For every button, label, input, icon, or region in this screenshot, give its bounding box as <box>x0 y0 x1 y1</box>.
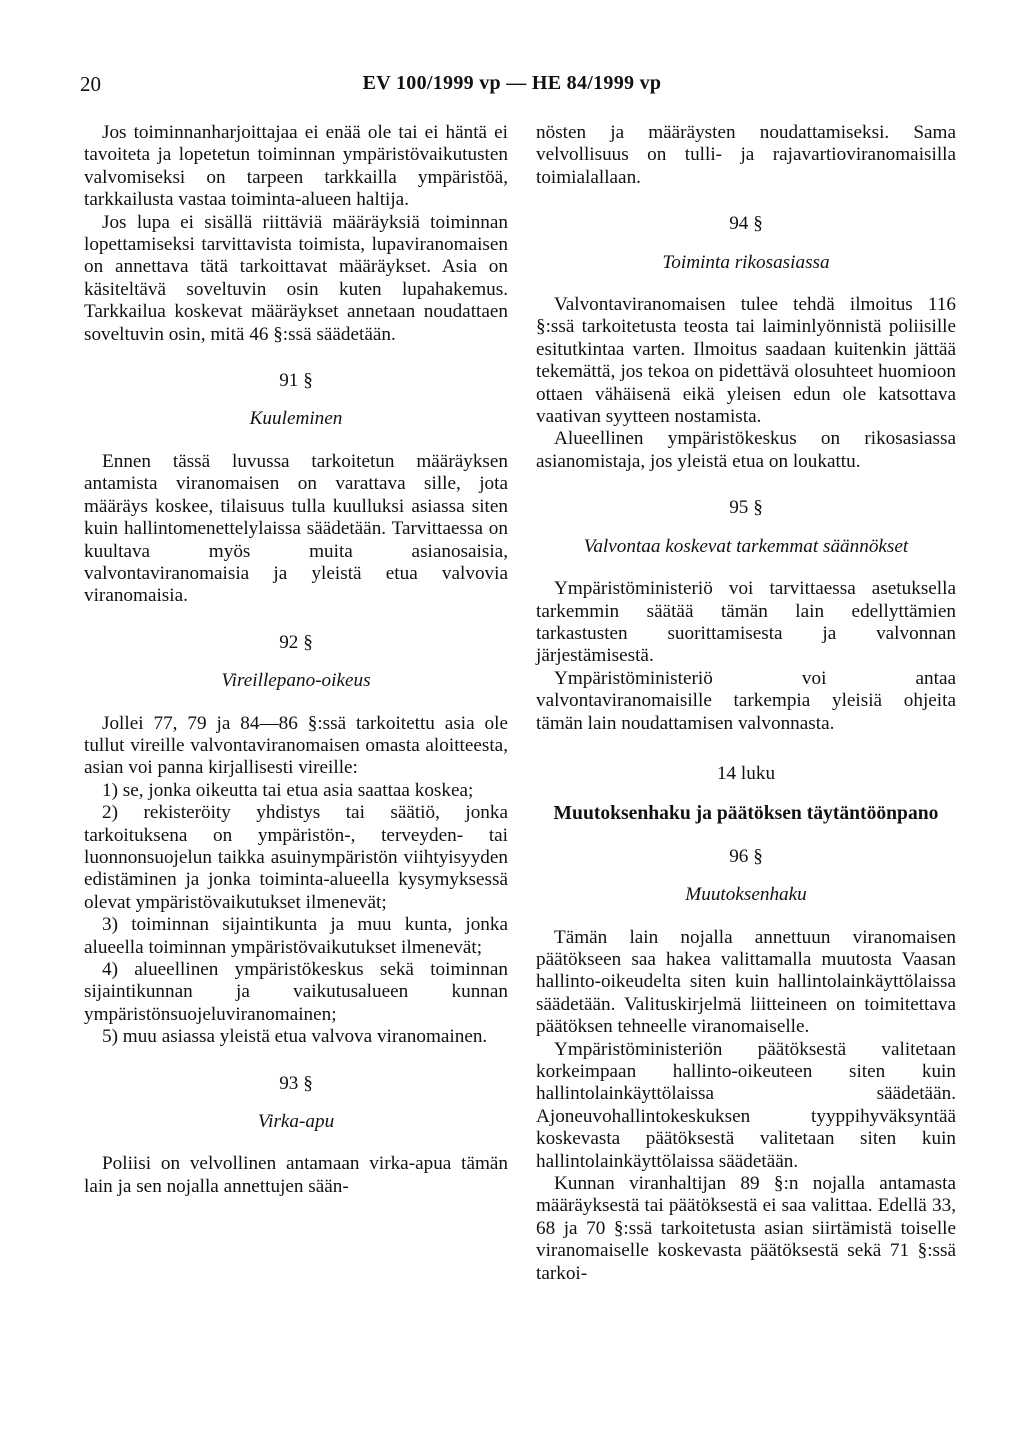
paragraph: Tämän lain nojalla annettuun viranomaisen päätökseen saa hakea valittamalla muutosta Vaasan hallinto-oikeudelta siten kuin hallintolainkäyttölaissa säädetään. Valituskirjelmä liitteineen on toimitettava päätöksen tehneelle viranomaiselle. <box>536 926 956 1038</box>
page-number: 20 <box>80 72 101 96</box>
chapter-title: Muutoksenhaku ja päätöksen täytäntöönpano <box>553 803 939 825</box>
paragraph: Kunnan viranhaltijan 89 §:n nojalla antamasta määräyksestä tai päätöksestä ei saa valittaa. Edellä 33, 68 ja 70 §:ssä tarkoitetusta asian siirtämistä toiselle viranomaiselle koskevasta päätöksestä sekä 71 §:ssä tarkoi- <box>536 1173 956 1284</box>
section-title-95: Valvontaa koskevat tarkemmat säännökset <box>583 535 909 557</box>
list-item: 3) toiminnan sijaintikunta ja muu kunta, jonka alueella toiminnan ympäristövaikutukset ilmenevät; <box>84 914 508 958</box>
section-number-95: 95 § <box>729 497 763 519</box>
paragraph: Poliisi on velvollinen antamaan virka-apua tämän lain ja sen nojalla annettujen sään- <box>84 1153 508 1197</box>
section-number-93: 93 § <box>279 1072 313 1094</box>
list-item: 4) alueellinen ympäristökeskus sekä toiminnan sijaintikunnan ja vaikutusalueen kunnan ympäristönsuojeluviranomainen; <box>84 959 508 1025</box>
paragraph: Ennen tässä luvussa tarkoitetun määräyksen antamista viranomaisen on varattava sille, jota määräys koskee, tilaisuus tulla kuulluksi asiassa siten kuin hallintomenettelylaissa säädetään. Tarvittaessa on kuultava myös muita asianosaisia, valvontaviranomaisia ja yleistä etua valvovia viranomaisia. <box>84 450 508 607</box>
paragraph: Jos lupa ei sisällä riittäviä määräyksiä toiminnan lopettamiseksi tarvittavista toimista, lupaviranomaisen on annettava tätä tarkoittavat määräykset. Asia on käsiteltävä soveltuvin osin kuten lupahakemus. Tarkkailua koskevat määräykset annetaan noudattaen soveltuvin osin, mitä 46 §:ssä säädetään. <box>84 211 508 345</box>
list-item: 2) rekisteröity yhdistys tai säätiö, jonka tarkoituksena on ympäristön-, terveyden- tai luonnonsuojelun taikka asuinympäristön viihtyisyyden edistäminen ja jonka toiminta-alueella kysymyksessä olevat ympäristövaikutukset ilmenevät; <box>84 802 508 913</box>
section-title-92: Vireillepano-oikeus <box>221 670 371 692</box>
section-number-92: 92 § <box>279 631 313 653</box>
section-number-91: 91 § <box>279 370 313 392</box>
paragraph: Jollei 77, 79 ja 84—86 §:ssä tarkoitettu asia ole tullut vireille valvontaviranomaisen omasta aloitteesta, asian voi panna kirjallisesti vireille: <box>84 712 508 779</box>
list-item: 1) se, jonka oikeutta tai etua asia saattaa koskea; <box>102 779 474 801</box>
paragraph: Jos toiminnanharjoittajaa ei enää ole tai ei häntä ei tavoiteta ja lopetetun toiminnan ympäristövaikutusten valvomiseksi on tarpeen tarkkailla ympäristöä, tarkkailusta vastaa toiminta-alueen haltija. <box>84 122 508 211</box>
section-title-93: Virka-apu <box>257 1111 335 1133</box>
section-title-96: Muutoksenhaku <box>685 884 807 906</box>
section-number-94: 94 § <box>729 213 763 235</box>
paragraph: Alueellinen ympäristökeskus on rikosasiassa asianomistaja, jos yleistä etua on loukattu. <box>536 428 956 472</box>
page-header <box>0 72 1024 102</box>
paragraph: nösten ja määräysten noudattamiseksi. Sama velvollisuus on tulli- ja rajavartioviranomaisilla toimialallaan. <box>536 122 956 188</box>
section-title-94: Toiminta rikosasiassa <box>662 251 830 273</box>
section-title-91: Kuuleminen <box>249 408 343 430</box>
left-column <box>84 122 508 1198</box>
paragraph: Valvontaviranomaisen tulee tehdä ilmoitus 116 §:ssä tarkoitetusta teosta tai laiminlyönnistä poliisille esitutkintaa varten. Ilmoitus saadaan kuitenkin jättää tekemättä, jos tekoa on pidettävä olosuhteet huomioon ottaen vähäisenä eikä yleisen edun ole katsottava vaativan syytteen nostamista. <box>536 294 956 428</box>
paragraph: Ympäristöministeriön päätöksestä valitetaan korkeimpaan hallinto-oikeuteen siten kuin hallintolainkäyttölaissa säädetään. Ajoneuvohallintokeskuksen tyyppihyväksyntää koskevasta päätöksestä valitetaan siten kuin hallintolainkäyttölaissa säädetään. <box>536 1038 956 1172</box>
paragraph: Ympäristöministeriö voi tarvittaessa asetuksella tarkemmin säätää tämän lain edellyttämien tarkastusten suorittamisesta ja valvonnan järjestämisestä. <box>536 578 956 667</box>
right-column <box>536 122 956 1285</box>
paragraph: Ympäristöministeriö voi antaa valvontaviranomaisille tarkempia yleisiä ohjeita tämän lain noudattamisen valvonnasta. <box>536 667 956 734</box>
chapter-number: 14 luku <box>716 762 776 784</box>
running-head: EV 100/1999 vp — HE 84/1999 vp <box>362 72 662 94</box>
list-item: 5) muu asiassa yleistä etua valvova viranomainen. <box>102 1026 488 1048</box>
section-number-96: 96 § <box>729 845 763 867</box>
